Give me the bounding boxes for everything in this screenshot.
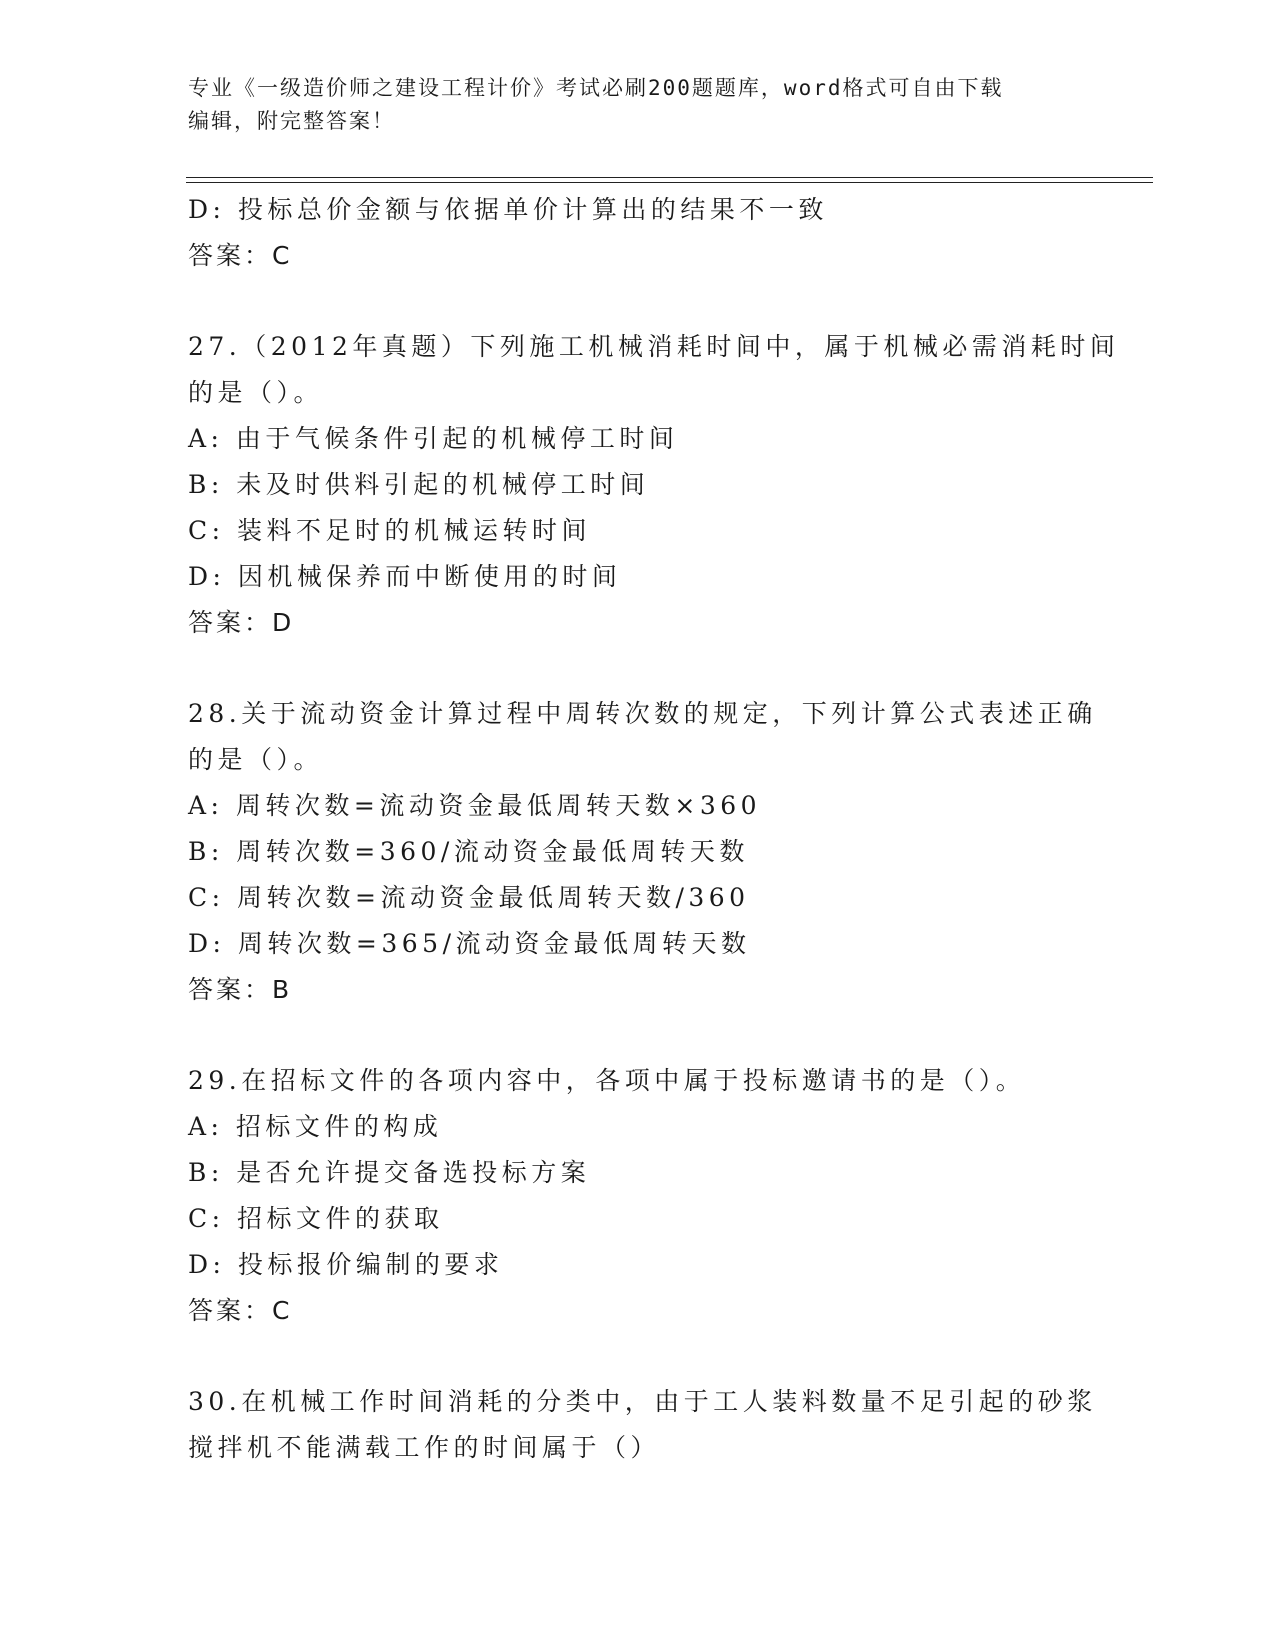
answer-line: 答案：D [188, 608, 295, 637]
option-d: D: 因机械保养而中断使用的时间 [188, 562, 622, 591]
option-d: D: 投标报价编制的要求 [188, 1250, 504, 1279]
option-b: B: 未及时供料引起的机械停工时间 [188, 470, 650, 499]
option-d: D: 周转次数=365/流动资金最低周转天数 [188, 929, 751, 958]
option-d: D: 投标总价金额与依据单价计算出的结果不一致 [188, 195, 828, 224]
answer-line: 答案：C [188, 1296, 293, 1325]
answer-line: 答案：B [188, 975, 293, 1004]
question-27 [188, 324, 1120, 646]
option-c: C: 装料不足时的机械运转时间 [188, 516, 591, 545]
question-30 [188, 1379, 1097, 1471]
header-divider-top [186, 177, 1153, 178]
document-body [188, 187, 1120, 1471]
answer-line: 答案：C [188, 241, 293, 270]
question-29 [188, 1058, 1088, 1334]
option-b: B: 是否允许提交备选投标方案 [188, 1158, 591, 1187]
document-header [188, 72, 1068, 138]
option-c: C: 周转次数=流动资金最低周转天数/360 [188, 883, 750, 912]
question-stem-line: 的是（）。 [188, 745, 324, 774]
question-stem-line: 28.关于流动资金计算过程中周转次数的规定，下列计算公式表述正确 [188, 699, 1097, 728]
question-stem-line: 29.在招标文件的各项内容中，各项中属于投标邀请书的是（）。 [188, 1066, 1026, 1095]
question-stem-line: 27.（2012年真题）下列施工机械消耗时间中，属于机械必需消耗时间 [188, 332, 1120, 361]
option-a: A: 周转次数=流动资金最低周转天数×360 [188, 791, 762, 820]
option-b: B: 周转次数=360/流动资金最低周转天数 [188, 837, 749, 866]
question-stem-line: 30.在机械工作时间消耗的分类中，由于工人装料数量不足引起的砂浆 [188, 1387, 1097, 1416]
option-a: A: 招标文件的构成 [188, 1112, 443, 1141]
header-divider-bottom [186, 182, 1153, 183]
question-fragment [188, 187, 1088, 279]
question-stem-line: 的是（）。 [188, 378, 324, 407]
option-a: A: 由于气候条件引起的机械停工时间 [188, 424, 679, 453]
question-stem-line: 搅拌机不能满载工作的时间属于（） [188, 1433, 661, 1462]
question-28 [188, 691, 1097, 1013]
option-c: C: 招标文件的获取 [188, 1204, 444, 1233]
header-line-1: 专业《一级造价师之建设工程计价》考试必刷200题题库，word格式可自由下载 [188, 76, 1004, 100]
header-line-2: 编辑，附完整答案！ [188, 109, 395, 133]
